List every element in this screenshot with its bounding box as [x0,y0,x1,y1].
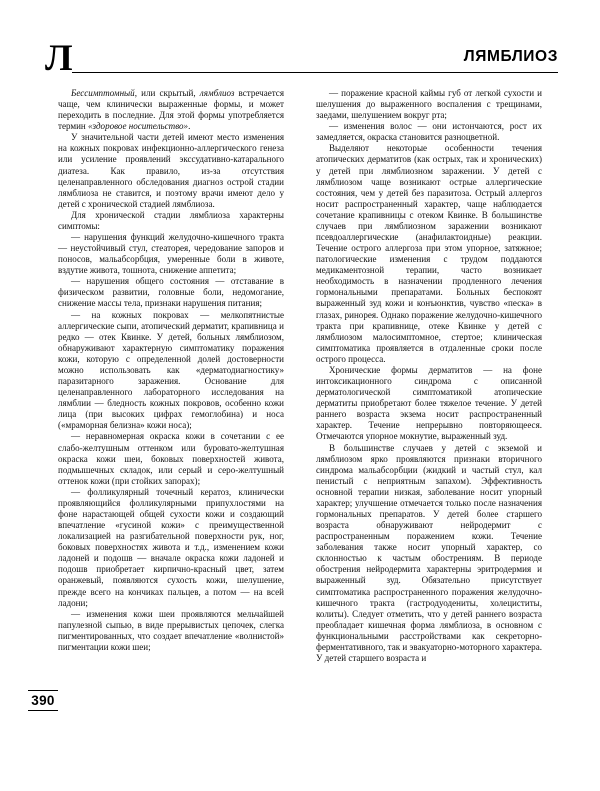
paragraph [58,276,284,309]
paragraph [316,443,542,665]
paragraph [58,88,284,132]
paragraph [58,210,284,232]
body-text: . [188,121,191,132]
paragraph [316,365,542,443]
body-text: В большинстве случаев у детей с экземой и лямблиозом ярко проявляются признаки вторичного синдрома мальабсорбции (жидкий и частый стул, кал пенистый с неприятным запахом). Эффективность основной терапии низкая, заболевание носит упорный характер; улучшение отмечается только после назначения гормональных препаратов. У детей более старшего возраста обнаруживают нейродермит с распространенным поражением кожи. Течение заболевания также носит упорный характер, со склонностью к частым обострениям. В периоде обострения нейродермита характерны эритродермия и выраженный зуд. Обязательно присутствует симптоматика распространенного поражения желудочно-кишечного тракта (гастродуодениты, холециститы, колиты). Следует отметить, что у детей раннего возраста преобладает кишечная форма лямблиоза, в основном с функциональными расстройствами как секреторно-ферментативного, так и эвакуаторно-моторного характера. У детей старшего возраста и [316,442,542,663]
running-head-rule [72,72,558,73]
chapter-drop-letter: Л [45,38,73,79]
paragraph [58,132,284,210]
body-text: встречается чаще, чем клинически выраженные формы, и может переходить в последние. Для этой формы употребляется термин [58,88,284,132]
body-text: Для хронической стадии лямблиоза характерны симптомы: [58,209,284,231]
text-column-right [316,88,542,664]
body-text: — поражение красной каймы губ от легкой сухости и шелушения до выраженного воспаления с трещинами, заедами, шелушением вокруг рта; [316,88,542,121]
page-folio [26,690,60,711]
text-column-left [58,88,284,653]
paragraph [58,609,284,653]
paragraph [316,88,542,121]
body-text: — на кожных покровах — мелкопятнистые аллергические сыпи, атопический дерматит, крапивница и редко — отек Квинке. У детей, больных лямблиозом, обнаруживают характерную симптоматику поражения кожи, которую с определенной долей достоверности можно использовать как «дерматодиагностику» паразитарного заражения. Основание для целенаправленного лабораторного исследования на лямблии — бледность кожных покровов, особенно кожи лица (при высоких цифрах гемоглобина) и носа («мраморная белизна» кожи носа); [58,309,284,431]
body-text: — изменения кожи шеи проявляются мельчайшей папулезной сыпью, в виде прерывистых цепочек, слегка пигментированных, что создает впечатление «волнистой» пигментации кожи шеи; [58,608,284,652]
body-text: Выделяют некоторые особенности течения атопических дерматитов (как острых, так и хронических) у детей при лямблиозном заражении. У детей с лямблиозом чаще возникают острые аллергические состояния, чем у детей без паразитоза. Острый аллергоз носит распространенный характер, чаще наблюдается сочетание крапивницы с отеком Квинке. В большинстве случаев при лямблиозном заражении возникают псевдоаллергические (анафилактоидные) реакции. Течение острого аллергоза при этом упорное, затяжное; патологические изменения с трудом поддаются медикаментозной терапии, часто возникает необходимость в назначении продленного лечения гормональными препаратами. Больных беспокоят выраженный зуд кожи и конъюнктив, чувство «песка» в глазах, ринорея. Однако поражение желудочно-кишечного тракта при крапивнице, отеке Квинке у детей с лямблиозом малосимптомное, стертое; клиническая симптоматика проявляется в отдаленные сроки после острого процесса. [316,143,542,364]
emphasis-text: лямблиоз [199,88,235,98]
body-text: — неравномерная окраска кожи в сочетании с ее слабо-желтушным оттенком или буровато-желтушная окраска кожи шеи, боковых поверхностей живота, подмышечных складок, или серый и серо-желтушный оттенок кожи (при стойких запорах); [58,431,284,486]
body-text: — нарушения общего состояния — отставание в физическом развитии, головные боли, недомогание, снижение массы тела, признаки нарушения питания; [58,276,284,309]
page-number: 390 [31,693,55,708]
body-text: , или скрытый, [134,88,200,98]
body-text: — изменения волос — они истончаются, рост их замедляется, окраска становится разноцветной. [316,121,542,143]
body-text: — нарушения функций желудочно-кишечного тракта — неустойчивый стул, стеаторея, чередование запоров и поносов, мальабсорбция, умеренные боли в животе, вздутие живота, тошнота, снижение аппетита; [58,232,284,276]
body-text: — фолликулярный точечный кератоз, клинически проявляющийся фолликулярными припухлостями на фоне нарастающей общей сухости кожи и создающий впечатление «гусиной кожи» с преимущественной локализацией на разгибательной поверхности рук, ног, боковых поверхностях живота и т.д., изменением кожи ладоней и подошв — вначале окраска кожи ладоней и подошв приобретает кирпично-красный цвет, затем оранжевый, появляются сухость кожи, шелушение, прежде всего на кончиках пальцев, а потом — на всей ладони; [58,486,284,608]
emphasis-text: Бессимптомный [71,88,135,98]
body-text: Хронические формы дерматитов — на фоне интоксикационного синдрома с описанной дерматологической симптоматикой атопические дерматиты приобретают более тяжелое течение. У детей раннего возраста экзема носит распространенный характер. Течение непрерывно повторяющееся. Отмечаются упорное мокнутие, выраженный зуд. [316,364,542,442]
paragraph [58,487,284,609]
running-head-title: ЛЯМБЛИОЗ [463,48,558,65]
paragraph [58,310,284,432]
paragraph [316,121,542,143]
running-head [0,38,600,82]
paragraph [58,431,284,486]
folio-rule-bottom [28,710,58,711]
body-columns [0,88,600,768]
emphasis-text: «здоровое носительство» [88,121,189,132]
body-text: У значительной части детей имеют место изменения на кожных покровах инфекционно-аллергического генеза или усиление проявлений экссудативно-катарального диатеза. Как правило, из-за отсутствия целенаправленного обследования диагноз острой стадии лямблиоза не ставится, и поэтому врачи имеют дело у детей с хронической стадией лямблиоза. [58,132,284,209]
paragraph [58,232,284,276]
paragraph [316,143,542,365]
